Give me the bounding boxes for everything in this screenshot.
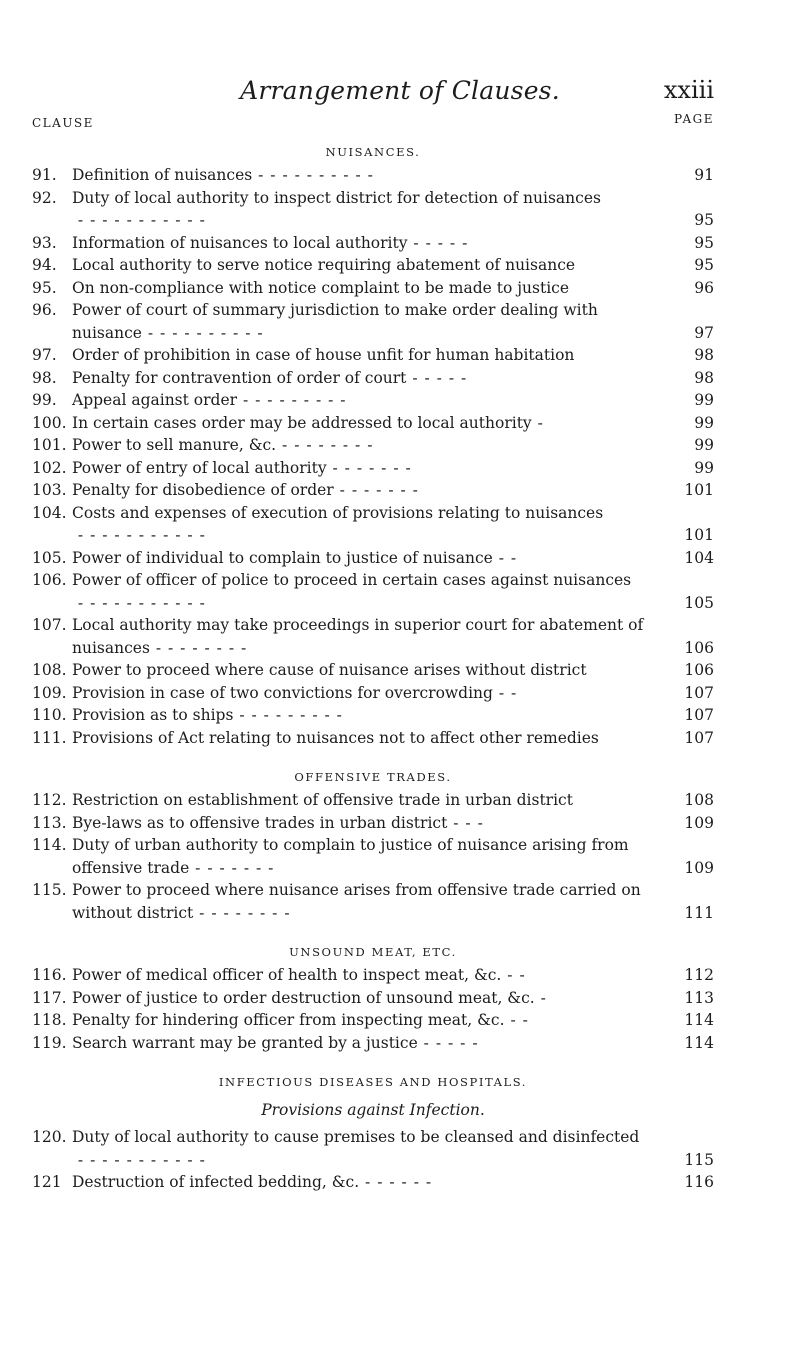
clause-body — [72, 1171, 714, 1194]
clause-page-number: 114 — [684, 1033, 714, 1052]
page-number: xxiii — [663, 76, 714, 104]
clause-page-number: 109 — [684, 813, 714, 832]
clause-number: 93. — [32, 233, 57, 252]
clause-entry — [32, 367, 714, 390]
dot-leader: - - - — [447, 813, 484, 832]
clause-page-number: 95 — [694, 256, 714, 274]
clause-entry — [32, 834, 714, 879]
clause-title: Power to proceed where cause of nuisance arises without district — [72, 661, 587, 679]
clause-body — [72, 412, 714, 435]
clause-page-number: 95 — [694, 233, 714, 252]
clause-body — [72, 682, 714, 705]
clause-body — [72, 389, 714, 412]
clause-entry — [32, 727, 714, 750]
clause-entry — [32, 1009, 714, 1032]
clause-number: 115. — [32, 881, 67, 899]
dot-leader: - - - - - - - - - — [237, 391, 347, 409]
clause-body — [72, 987, 714, 1010]
clause-body — [72, 704, 714, 727]
dot-leader: - - — [501, 966, 526, 984]
clause-number: 94. — [32, 256, 57, 274]
running-title: Arrangement of Clauses. — [240, 76, 560, 105]
clause-page-number: 112 — [684, 966, 714, 984]
clause-page-number: 101 — [684, 481, 714, 499]
clause-entry — [32, 1032, 714, 1055]
clause-number: 104. — [32, 503, 67, 522]
clause-body — [72, 187, 714, 232]
clause-entry — [32, 277, 714, 300]
clause-entry — [32, 412, 714, 435]
clause-number: 109. — [32, 683, 67, 702]
dot-leader: - - - - - — [417, 1033, 479, 1052]
clause-title: Provision in case of two convictions for overcrowding — [72, 683, 493, 702]
clause-number: 100. — [32, 413, 67, 432]
page-column-label: PAGE — [674, 112, 714, 126]
clause-number: 106. — [32, 571, 67, 589]
clause-entry — [32, 457, 714, 480]
clause-title: Definition of nuisances — [72, 166, 253, 184]
clause-entry — [32, 682, 714, 705]
clause-body — [72, 254, 714, 277]
clause-number: 121 — [32, 1173, 62, 1191]
clause-number: 103. — [32, 481, 67, 499]
clause-entry — [32, 614, 714, 659]
clause-number: 111. — [32, 728, 67, 747]
clause-page-number: 107 — [684, 728, 714, 747]
dot-leader: - - - - - — [406, 368, 468, 387]
clause-number: 112. — [32, 791, 67, 809]
clause-number: 113. — [32, 813, 67, 832]
section-heading: NUISANCES. — [325, 145, 421, 159]
dot-leader: - — [534, 988, 547, 1007]
clause-body — [72, 299, 714, 344]
clause-title: Search warrant may be granted by a justice — [72, 1033, 418, 1052]
clause-title: Duty of local authority to inspect district for detection of nuisances — [72, 188, 601, 207]
clause-title: Duty of local authority to cause premises to be cleansed and disinfected — [72, 1128, 640, 1146]
clause-page-number: 99 — [694, 391, 714, 409]
clause-number: 118. — [32, 1011, 67, 1029]
dot-leader: - - - - - - - - - - - — [72, 526, 206, 544]
clause-title: Power of justice to order destruction of unsound meat, &c. — [72, 988, 535, 1007]
clause-entry — [32, 254, 714, 277]
clause-number: 117. — [32, 988, 67, 1007]
clause-entry — [32, 479, 714, 502]
clause-title: Appeal against order — [72, 391, 238, 409]
section-subheading: Provisions against Infection. — [261, 1101, 485, 1119]
clause-title: Duty of urban authority to complain to justice of nuisance arising from offensive trade — [72, 836, 629, 877]
dot-leader: - - - - - - - - — [193, 903, 291, 922]
clause-title: Power to sell manure, &c. — [72, 436, 277, 454]
clause-body — [72, 879, 714, 924]
clause-title: Provisions of Act relating to nuisances not to affect other remedies — [72, 728, 599, 747]
dot-leader: - - - - - - - - — [276, 436, 374, 454]
clause-number: 108. — [32, 661, 67, 679]
running-header — [0, 76, 800, 110]
clause-page-number: 116 — [684, 1173, 714, 1191]
clause-page-number: 95 — [694, 211, 714, 229]
clause-page-number: 115 — [684, 1150, 714, 1169]
clause-number: 97. — [32, 346, 57, 364]
clause-number: 110. — [32, 706, 67, 724]
clause-body — [72, 834, 714, 879]
dot-leader: - - - - - - - - - — [233, 706, 343, 724]
dot-leader: - - - - - - - - - - - — [72, 593, 206, 612]
clause-page-number: 99 — [694, 458, 714, 477]
dot-leader: - - — [492, 683, 518, 702]
clause-body — [72, 1032, 714, 1055]
clause-title: Power of entry of local authority — [72, 458, 327, 477]
clause-number: 102. — [32, 458, 67, 477]
clause-number: 98. — [32, 368, 57, 387]
clause-title: Penalty for contravention of order of court — [72, 368, 407, 387]
clause-entry — [32, 344, 714, 367]
clause-number: 120. — [32, 1128, 67, 1146]
clause-title: Costs and expenses of execution of provisions relating to nuisances — [72, 503, 604, 522]
clause-entry — [32, 299, 714, 344]
clause-body — [72, 434, 714, 457]
clause-entry — [32, 434, 714, 457]
clause-page-number: 105 — [684, 593, 714, 612]
clause-body — [72, 502, 714, 547]
clause-body — [72, 659, 714, 682]
clause-body — [72, 479, 714, 502]
clause-number: 116. — [32, 966, 67, 984]
clause-page-number: 109 — [684, 858, 714, 877]
clause-title: In certain cases order may be addressed to local authority — [72, 413, 532, 432]
clause-number: 119. — [32, 1033, 67, 1052]
section-heading: UNSOUND MEAT, ETC. — [289, 945, 457, 959]
clause-body — [72, 727, 714, 750]
clause-body — [72, 232, 714, 255]
clause-body — [72, 457, 714, 480]
clause-number: 101. — [32, 436, 67, 454]
clause-column-label: CLAUSE — [32, 116, 94, 130]
clause-title: Power of officer of police to proceed in certain cases against nuisances — [72, 571, 632, 589]
clause-page-number: 107 — [684, 706, 714, 724]
clause-page-number: 113 — [684, 988, 714, 1007]
dot-leader: - - - - - - - - - - — [141, 323, 264, 342]
dot-leader: - - - - - - - - — [149, 638, 248, 657]
clause-entry — [32, 659, 714, 682]
clause-title: Local authority may take proceedings in superior court for abatement of nuisances — [72, 616, 644, 657]
dot-leader: - - - - - - - - - - — [252, 166, 374, 184]
column-labels — [32, 114, 714, 134]
dot-leader: - - - - - - - - - - - — [72, 1150, 206, 1169]
section-heading: INFECTIOUS DISEASES AND HOSPITALS. — [218, 1075, 528, 1089]
clause-body — [72, 344, 714, 367]
clause-title: Order of prohibition in case of house unfit for human habitation — [72, 346, 575, 364]
dot-leader: - - - - - - - — [333, 481, 419, 499]
clause-page-number: 96 — [694, 278, 714, 297]
clause-page-number: 91 — [694, 166, 714, 184]
clause-body — [72, 569, 714, 614]
clause-entry — [32, 812, 714, 835]
dot-leader: - - - - - - - — [326, 458, 412, 477]
clause-title: Power to proceed where nuisance arises from offensive trade carried on without district — [72, 881, 641, 922]
dot-leader: - - - - - - - — [189, 858, 275, 877]
dot-leader: - - - - - - - - - - - — [72, 211, 206, 229]
clause-title: Bye-laws as to offensive trades in urban district — [72, 813, 448, 832]
clause-entry — [32, 987, 714, 1010]
clause-entry — [32, 1171, 714, 1194]
clause-number: 107. — [32, 616, 67, 634]
clause-number: 114. — [32, 836, 67, 854]
dot-leader: - — [531, 413, 544, 432]
clause-entry — [32, 704, 714, 727]
clause-title: Power of court of summary jurisdiction to make order dealing with nuisance — [72, 301, 598, 342]
clause-page-number: 108 — [684, 791, 714, 809]
clause-page-number: 98 — [694, 346, 714, 364]
clause-entry — [32, 389, 714, 412]
clause-entry — [32, 879, 714, 924]
clause-entry — [32, 232, 714, 255]
clause-entry — [32, 1126, 714, 1171]
clause-page-number: 99 — [694, 436, 714, 454]
dot-leader: - - — [492, 548, 518, 567]
clause-title: Penalty for hindering officer from inspecting meat, &c. — [72, 1011, 505, 1029]
clause-title: Power of individual to complain to justice of nuisance — [72, 548, 493, 567]
clause-body — [72, 964, 714, 987]
clause-entry — [32, 569, 714, 614]
clause-title: Provision as to ships — [72, 706, 234, 724]
clause-title: Power of medical officer of health to inspect meat, &c. — [72, 966, 502, 984]
clause-title: Information of nuisances to local authority — [72, 233, 408, 252]
clause-entry — [32, 547, 714, 570]
clause-body — [72, 367, 714, 390]
clause-entry — [32, 789, 714, 812]
clause-title: Destruction of infected bedding, &c. — [72, 1173, 360, 1191]
section-heading: OFFENSIVE TRADES. — [294, 770, 452, 784]
clause-number: 92. — [32, 188, 57, 207]
clause-page-number: 101 — [684, 526, 714, 544]
clause-number: 95. — [32, 278, 57, 297]
clause-page-number: 106 — [684, 638, 714, 657]
clause-body — [72, 547, 714, 570]
clause-number: 96. — [32, 301, 57, 319]
clause-body — [72, 1126, 714, 1171]
clause-entry — [32, 187, 714, 232]
clause-entry — [32, 502, 714, 547]
clause-body — [72, 614, 714, 659]
clause-body — [72, 1009, 714, 1032]
clause-entry — [32, 164, 714, 187]
clause-page-number: 111 — [684, 903, 714, 922]
clause-title: On non-compliance with notice complaint to be made to justice — [72, 278, 570, 297]
clause-page-number: 97 — [694, 323, 714, 342]
clause-page-number: 106 — [684, 661, 714, 679]
clause-title: Local authority to serve notice requiring abatement of nuisance — [72, 256, 576, 274]
clause-body — [72, 277, 714, 300]
dot-leader: - - — [504, 1011, 529, 1029]
clause-page-number: 98 — [694, 368, 714, 387]
clause-number: 105. — [32, 548, 67, 567]
clause-page-number: 114 — [684, 1011, 714, 1029]
dot-leader: - - - - - - — [359, 1173, 433, 1191]
clause-page-number: 107 — [684, 683, 714, 702]
clause-title: Restriction on establishment of offensive trade in urban district — [72, 791, 573, 809]
clause-number: 91. — [32, 166, 57, 184]
clause-page-number: 99 — [694, 413, 714, 432]
clause-entry — [32, 964, 714, 987]
clause-body — [72, 812, 714, 835]
clause-number: 99. — [32, 391, 57, 409]
clause-body — [72, 789, 714, 812]
clause-body — [72, 164, 714, 187]
table-of-clauses — [32, 140, 714, 1194]
clause-title: Penalty for disobedience of order — [72, 481, 334, 499]
clause-page-number: 104 — [684, 548, 714, 567]
dot-leader: - - - - - — [407, 233, 469, 252]
